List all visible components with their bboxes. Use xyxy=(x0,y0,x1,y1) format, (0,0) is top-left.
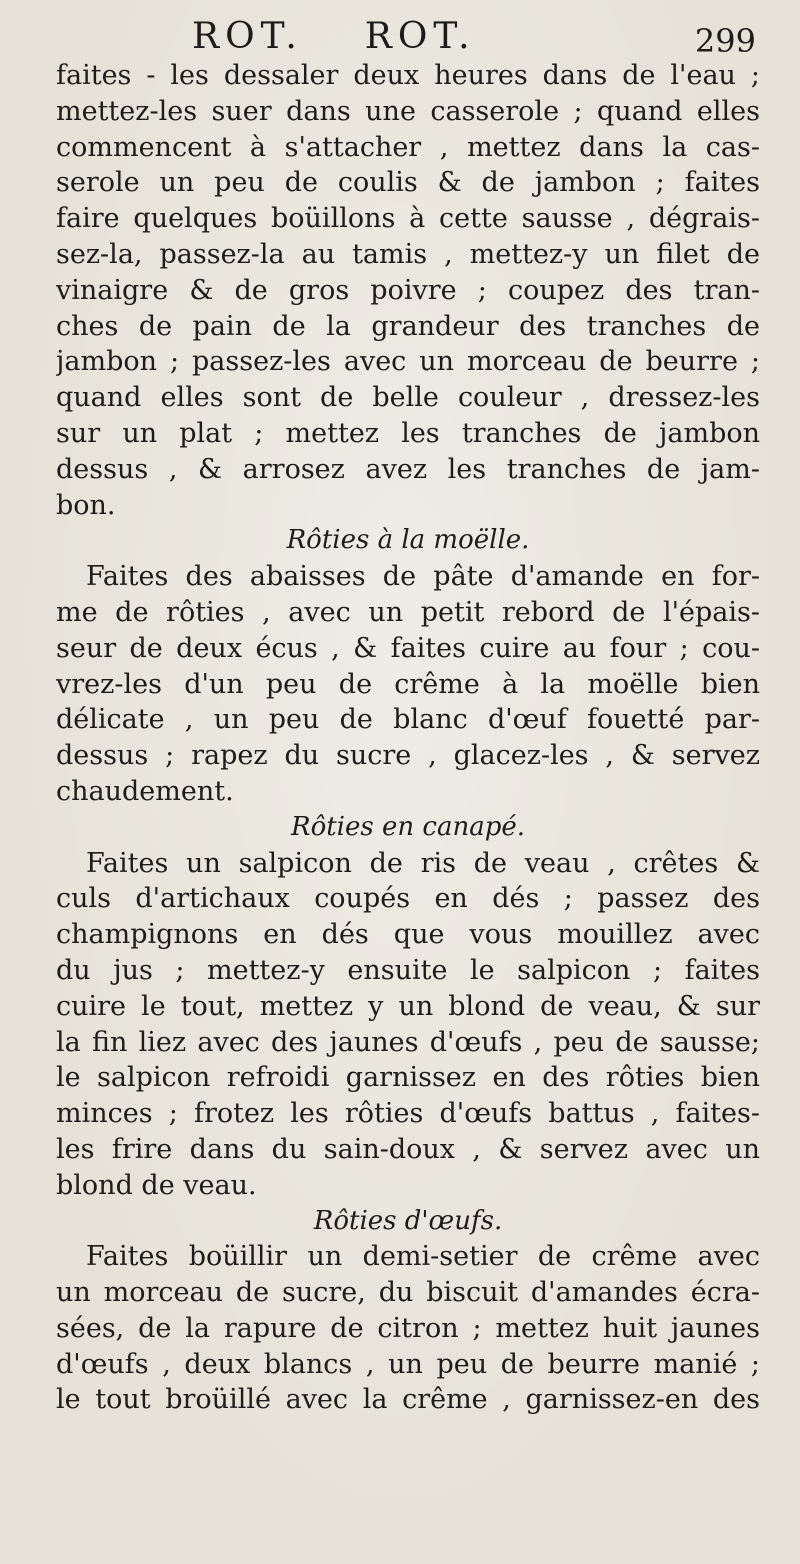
text-line: minces ; frotez les rôties d'œufs battus , faites- xyxy=(56,1098,760,1130)
section-roties-canape xyxy=(56,810,760,1204)
section-roties-moelle xyxy=(56,523,760,809)
text-line: d'œufs , deux blancs , un peu de beurre manié ; xyxy=(56,1348,760,1380)
text-line: bon. xyxy=(56,489,116,521)
text-line: mettez-les suer dans une casserole ; quand elles xyxy=(56,95,760,127)
text-line: le salpicon refroidi garnissez en des rôties bien xyxy=(56,1062,760,1094)
text-line: chaudement. xyxy=(56,775,234,807)
intro-paragraph xyxy=(56,58,760,523)
text-line: quand elles sont de belle couleur , dressez-les xyxy=(56,382,760,414)
text-line: du jus ; mettez-y ensuite le salpicon ; faites xyxy=(56,954,760,986)
text-line: blond de veau. xyxy=(56,1169,257,1201)
text-line: serole un peu de coulis & de jambon ; faites xyxy=(56,167,760,199)
text-line: cuire le tout, mettez y un blond de veau, & sur xyxy=(56,990,760,1022)
section-heading: Rôties en canapé. xyxy=(291,811,525,842)
text-line: Faites boüillir un demi-setier de crême avec xyxy=(86,1241,760,1273)
text-line: Faites des abaisses de pâte d'amande en for- xyxy=(86,561,760,593)
running-head-right: ROT. xyxy=(364,16,476,57)
text-line: commencent à s'attacher , mettez dans la cas- xyxy=(56,131,760,163)
text-line: dessus , & arrosez avez les tranches de jam- xyxy=(56,453,760,485)
section-heading: Rôties à la moëlle. xyxy=(286,525,530,556)
text-line: jambon ; passez-les avec un morceau de beurre ; xyxy=(56,346,760,378)
running-head-left: ROT. xyxy=(192,16,303,57)
text-line: le tout broüillé avec la crême , garnissez-en des xyxy=(56,1384,760,1416)
text-line: faites - les dessaler deux heures dans de l'eau ; xyxy=(56,60,760,91)
text-line: dessus ; rapez du sucre , glacez-les , & servez xyxy=(56,740,760,772)
text-body xyxy=(56,58,760,1418)
text-line: me de rôties , avec un petit rebord de l'épais- xyxy=(56,596,760,628)
section-heading: Rôties d'œufs. xyxy=(313,1205,503,1236)
page-number: 299 xyxy=(694,22,756,60)
text-line: faire quelques boüillons à cette sausse , dégrais- xyxy=(56,203,760,235)
text-line: délicate , un peu de blanc d'œuf fouetté par- xyxy=(56,704,760,736)
text-line: sées, de la rapure de citron ; mettez huit jaunes xyxy=(56,1312,760,1344)
text-line: vrez-les d'un peu de crême à la moëlle bien xyxy=(56,668,760,700)
text-line: un morceau de sucre, du biscuit d'amandes écra- xyxy=(56,1277,760,1309)
running-head xyxy=(192,14,476,60)
text-line: vinaigre & de gros poivre ; coupez des tran- xyxy=(56,274,760,306)
text-line: seur de deux écus , & faites cuire au four ; cou- xyxy=(56,632,760,664)
text-line: champignons en dés que vous mouillez avec xyxy=(56,919,760,951)
text-line: la fin liez avec des jaunes d'œufs , peu de sausse; xyxy=(56,1026,760,1058)
text-line: les frire dans du sain-doux , & servez avec un xyxy=(56,1133,760,1165)
text-line: Faites un salpicon de ris de veau , crêtes & xyxy=(86,847,760,879)
section-roties-oeufs xyxy=(56,1204,760,1419)
text-line: sez-la, passez-la au tamis , mettez-y un filet de xyxy=(56,238,760,270)
page-header xyxy=(0,14,800,60)
text-line: ches de pain de la grandeur des tranches de xyxy=(56,310,760,342)
text-line: sur un plat ; mettez les tranches de jambon xyxy=(56,417,760,449)
text-line: culs d'artichaux coupés en dés ; passez des xyxy=(56,883,760,915)
